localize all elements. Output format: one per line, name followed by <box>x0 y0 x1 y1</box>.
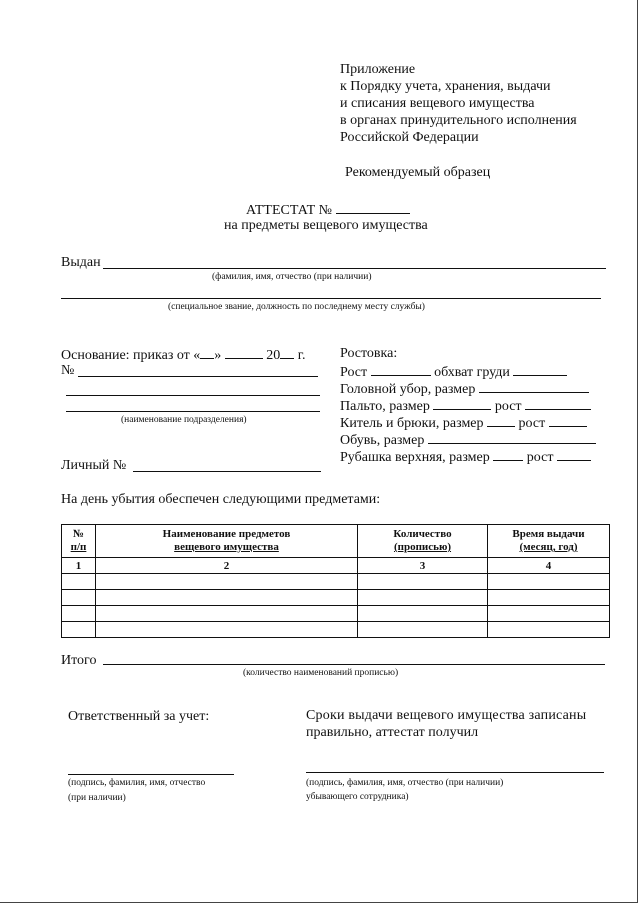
table-cell: 1 <box>62 558 96 574</box>
appendix-line: к Порядку учета, хранения, выдачи <box>340 79 551 94</box>
appendix-line: и списания вещевого имущества <box>340 96 535 111</box>
sizes-heading: Ростовка: <box>340 346 398 361</box>
issued-label: Выдан <box>61 255 101 270</box>
appendix-line: Приложение <box>340 62 416 77</box>
unit-field-2[interactable] <box>66 411 320 412</box>
total-label: Итого <box>61 653 97 668</box>
table-cell[interactable] <box>96 590 358 606</box>
caption-received-2: убывающего сотрудника) <box>306 792 409 802</box>
appendix-line: в органах принудительного исполнения <box>340 113 577 128</box>
document-title: АТТЕСТАТ № <box>246 201 410 219</box>
items-table <box>61 524 610 638</box>
issued-rank-field[interactable] <box>61 298 601 299</box>
received-signature-field[interactable] <box>306 772 604 773</box>
table-cell[interactable] <box>96 606 358 622</box>
table-cell[interactable] <box>96 574 358 590</box>
caption-received-1: (подпись, фамилия, имя, отчество (при наличии) <box>306 778 504 788</box>
table-cell: 3 <box>358 558 488 574</box>
header-issue-time: Время выдачи (месяц, год) <box>488 525 610 558</box>
table-cell[interactable] <box>62 622 96 638</box>
document-subtitle: на предметы вещевого имущества <box>224 218 428 233</box>
table-number-row <box>62 558 610 574</box>
size-height-row: Рост обхват груди <box>340 363 567 381</box>
caption-name: (фамилия, имя, отчество (при наличии) <box>212 272 372 282</box>
caption-unit: (наименование подразделения) <box>121 415 247 425</box>
header-item-name: Наименование предметов вещевого имущества <box>96 525 358 558</box>
table-row <box>62 574 610 590</box>
personal-number-label: Личный № <box>61 458 127 473</box>
table-cell[interactable] <box>62 606 96 622</box>
table-cell: 4 <box>488 558 610 574</box>
size-shirt-row: Рубашка верхняя, размер рост <box>340 448 591 466</box>
table-cell[interactable] <box>488 606 610 622</box>
table-cell[interactable] <box>488 622 610 638</box>
table-cell[interactable] <box>62 590 96 606</box>
appendix-line: Российской Федерации <box>340 130 479 145</box>
header-number: № п/п <box>62 525 96 558</box>
table-cell[interactable] <box>62 574 96 590</box>
basis-number-sign: № <box>61 363 75 378</box>
responsible-signature-field[interactable] <box>68 774 234 775</box>
table-cell[interactable] <box>358 622 488 638</box>
table-cell[interactable] <box>358 606 488 622</box>
table-row <box>62 606 610 622</box>
basis-order: Основание: приказ от « » 20 г. <box>61 348 306 363</box>
size-shoes-row: Обувь, размер <box>340 431 596 449</box>
received-text-1: Сроки выдачи вещевого имущества записаны <box>306 708 587 723</box>
recommended-sample: Рекомендуемый образец <box>345 165 491 180</box>
table-header-row <box>62 525 610 558</box>
table-row <box>62 590 610 606</box>
header-quantity: Количество (прописью) <box>358 525 488 558</box>
issued-name-field[interactable] <box>103 268 606 269</box>
total-field[interactable] <box>103 664 605 665</box>
table-cell[interactable] <box>96 622 358 638</box>
caption-rank: (специальное звание, должность по последнему месту службы) <box>168 302 425 312</box>
table-cell[interactable] <box>358 590 488 606</box>
caption-total: (количество наименований прописью) <box>243 668 399 678</box>
received-text-2: правильно, аттестат получил <box>306 725 479 740</box>
table-cell: 2 <box>96 558 358 574</box>
caption-responsible-1: (подпись, фамилия, имя, отчество <box>68 778 206 788</box>
size-jacket-row: Китель и брюки, размер рост <box>340 414 587 432</box>
size-coat-row: Пальто, размер рост <box>340 397 591 415</box>
responsible-label: Ответственный за учет: <box>68 709 210 724</box>
table-row <box>62 622 610 638</box>
size-headwear-row: Головной убор, размер <box>340 380 589 398</box>
order-number-field[interactable] <box>78 376 318 377</box>
table-cell[interactable] <box>488 574 610 590</box>
provided-heading: На день убытия обеспечен следующими предметами: <box>61 492 381 507</box>
table-cell[interactable] <box>358 574 488 590</box>
unit-field-1[interactable] <box>66 395 320 396</box>
table-cell[interactable] <box>488 590 610 606</box>
caption-responsible-2: (при наличии) <box>68 793 126 803</box>
personal-number-field[interactable] <box>133 471 321 472</box>
